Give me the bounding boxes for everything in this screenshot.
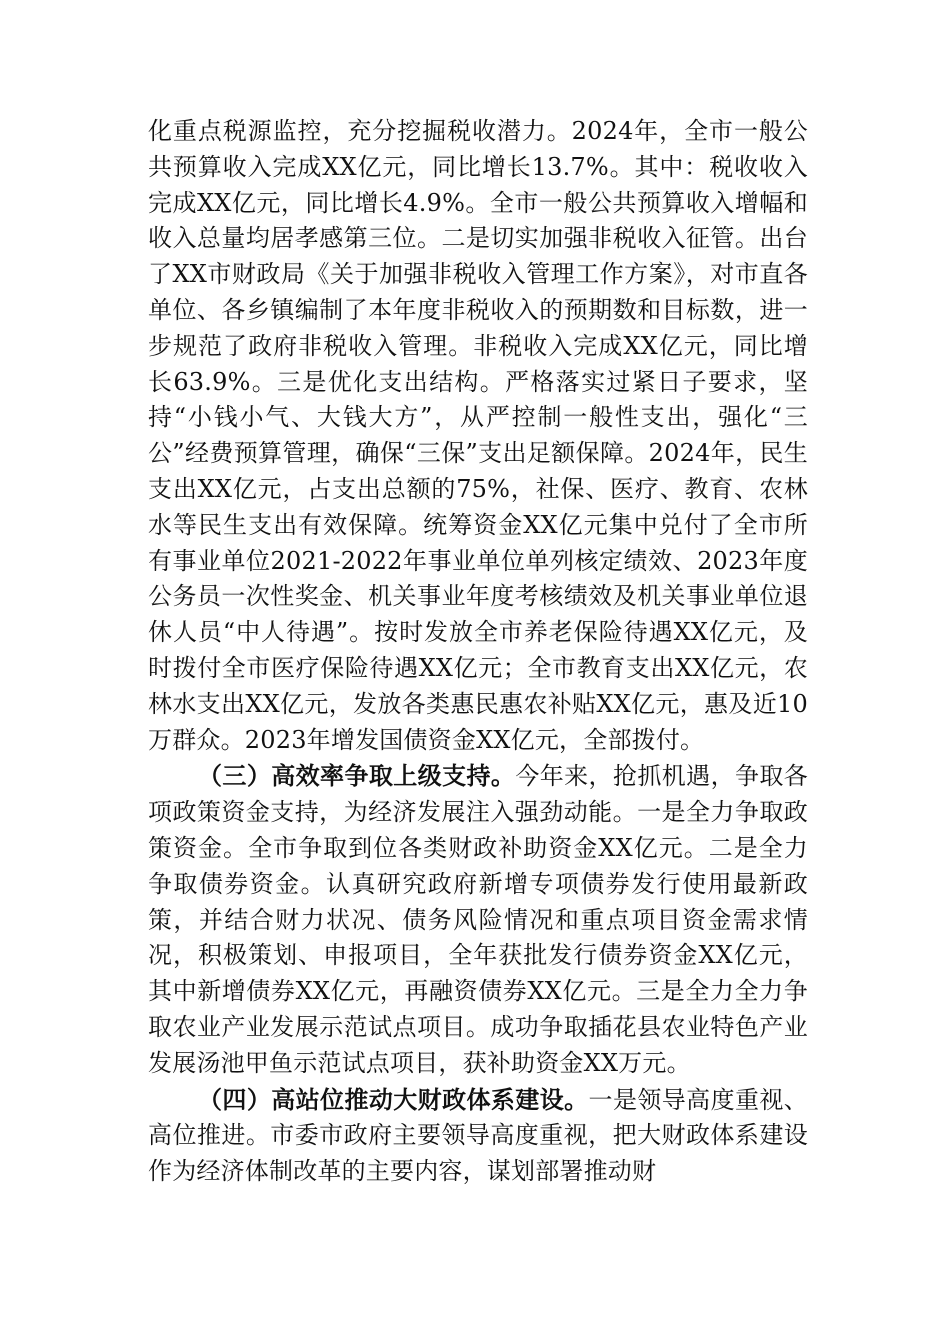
- paragraph-text: 一是领导高度重视、高位推进。市委市政府主要领导高度重视，把大财政体系建设作为经济体制改革的主要内容，谋划部署推动财: [148, 1085, 808, 1186]
- paragraph-text: 今年来，抢抓机遇，争取各项政策资金支持，为经济发展注入强劲动能。一是全力争取政策资金。全市争取到位各类财政补助资金XX亿元。二是全力争取债券资金。认真研究政府新增专项债券发行使用最新政策，并结合财力状况、债务风险情况和重点项目资金需求情况，积极策划、申报项目，全年获批发行债券资金XX亿元，其中新增债券XX亿元，再融资债券XX亿元。三是全力全力争取农业产业发展示范试点项目。成功争取插花县农业特色产业发展汤池甲鱼示范试点项目，获补助资金XX万元。: [148, 762, 808, 1077]
- section-heading: （四）高站位推动大财政体系建设。: [198, 1084, 589, 1114]
- document-body: [148, 114, 808, 1190]
- paragraph-text: 化重点税源监控，充分挖掘税收潜力。2024年，全市一般公共预算收入完成XX亿元，同比增长13.7%。其中：税收收入完成XX亿元，同比增长4.9%。全市一般公共预算收入增幅和收入总量均居孝感第三位。二是切实加强非税收入征管。出台了XX市财政局《关于加强非税收入管理工作方案》，对市直各单位、各乡镇编制了本年度非税收入的预期数和目标数，进一步规范了政府非税收入管理。非税收入完成XX亿元，同比增长63.9%。三是优化支出结构。严格落实过紧日子要求，坚持“小钱小气、大钱大方”，从严控制一般性支出，强化“三公”经费预算管理，确保“三保”支出足额保障。2024年，民生支出XX亿元，占支出总额的75%，社保、医疗、教育、农林水等民生支出有效保障。统筹资金XX亿元集中兑付了全市所有事业单位2021-2022年事业单位单列核定绩效、2023年度公务员一次性奖金、机关事业年度考核绩效及机关事业单位退休人员“中人待遇”。按时发放全市养老保险待遇XX亿元，及时拨付全市医疗保险待遇XX亿元；全市教育支出XX亿元，农林水支出XX亿元，发放各类惠民惠农补贴XX亿元，惠及近10万群众。2023年增发国债资金XX亿元，全部拨付。: [148, 117, 808, 754]
- paragraph-section-three: [148, 758, 808, 1081]
- paragraph-section-four: [148, 1082, 808, 1190]
- section-heading: （三）高效率争取上级支持。: [198, 761, 516, 791]
- paragraph-budget-revenue: [148, 114, 808, 758]
